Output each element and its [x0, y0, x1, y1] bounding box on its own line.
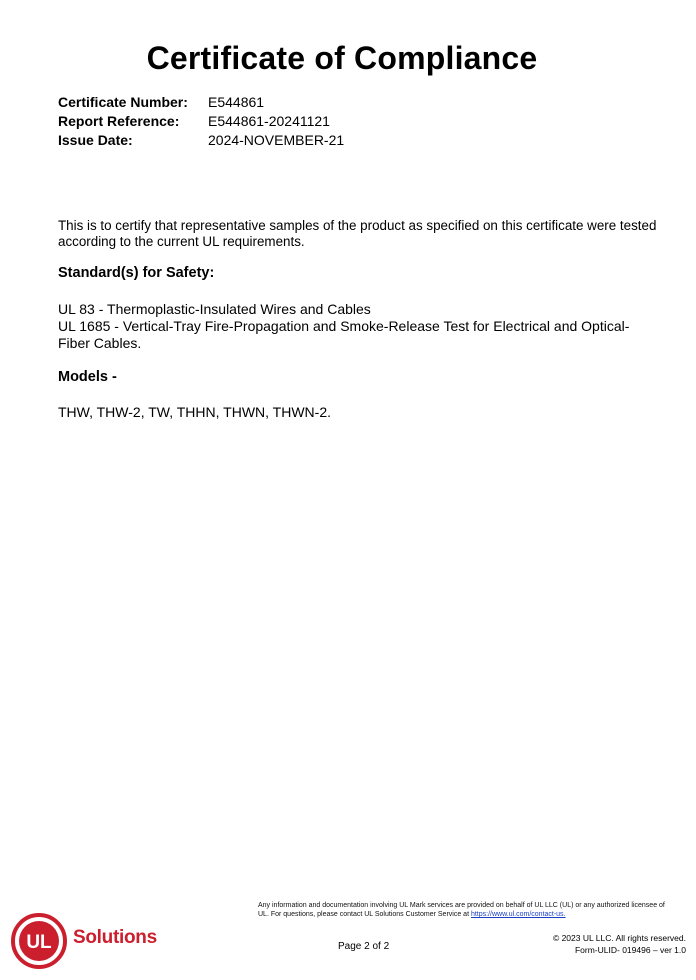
- standard-item: UL 1685 - Vertical-Tray Fire-Propagation and Smoke-Release Test for Electrical and Optical-Fiber Cables.: [58, 318, 630, 351]
- standards-list: [58, 301, 658, 352]
- models-list: THW, THW-2, TW, THHN, THWN, THWN-2.: [58, 404, 331, 420]
- meta-value: E544861: [208, 94, 265, 110]
- meta-value: 2024-NOVEMBER-21: [208, 132, 345, 148]
- models-heading: Models -: [58, 369, 117, 385]
- certificate-meta: [58, 93, 344, 150]
- certificate-title: Certificate of Compliance: [146, 40, 538, 76]
- footer-copyright: [553, 932, 686, 956]
- standard-item: UL 83 - Thermoplastic-Insulated Wires and Cables: [58, 301, 371, 317]
- logo-wordmark: Solutions: [73, 927, 157, 948]
- disclaimer-text: Any information and documentation involving UL Mark services are provided on behalf of UL LLC (UL) or any authorized licensee of UL. For questions, please contact UL Solutions Customer Service at: [258, 902, 665, 918]
- contact-link[interactable]: https://www.ul.com/contact-us.: [470, 911, 566, 918]
- ul-logo-icon: [9, 910, 75, 972]
- meta-label: Report Reference:: [58, 113, 180, 129]
- meta-value: E544861-20241121: [208, 113, 330, 129]
- copyright-text: © 2023 UL LLC. All rights reserved.: [552, 933, 686, 943]
- meta-row-report-reference: [58, 112, 344, 131]
- meta-label: Issue Date:: [58, 132, 133, 148]
- page-number: Page 2 of 2: [338, 941, 390, 952]
- certification-statement: This is to certify that representative samples of the product as specified on this certificate were tested according to the current UL requirements.: [58, 218, 657, 249]
- form-id: Form-ULID- 019496 – ver 1.0: [574, 945, 686, 955]
- footer-disclaimer: [258, 901, 668, 919]
- standards-heading: Standard(s) for Safety:: [58, 265, 215, 281]
- meta-row-certificate-number: [58, 93, 344, 112]
- logo-mark-text: UL: [26, 932, 52, 953]
- meta-label: Certificate Number:: [58, 94, 188, 110]
- meta-row-issue-date: [58, 131, 344, 150]
